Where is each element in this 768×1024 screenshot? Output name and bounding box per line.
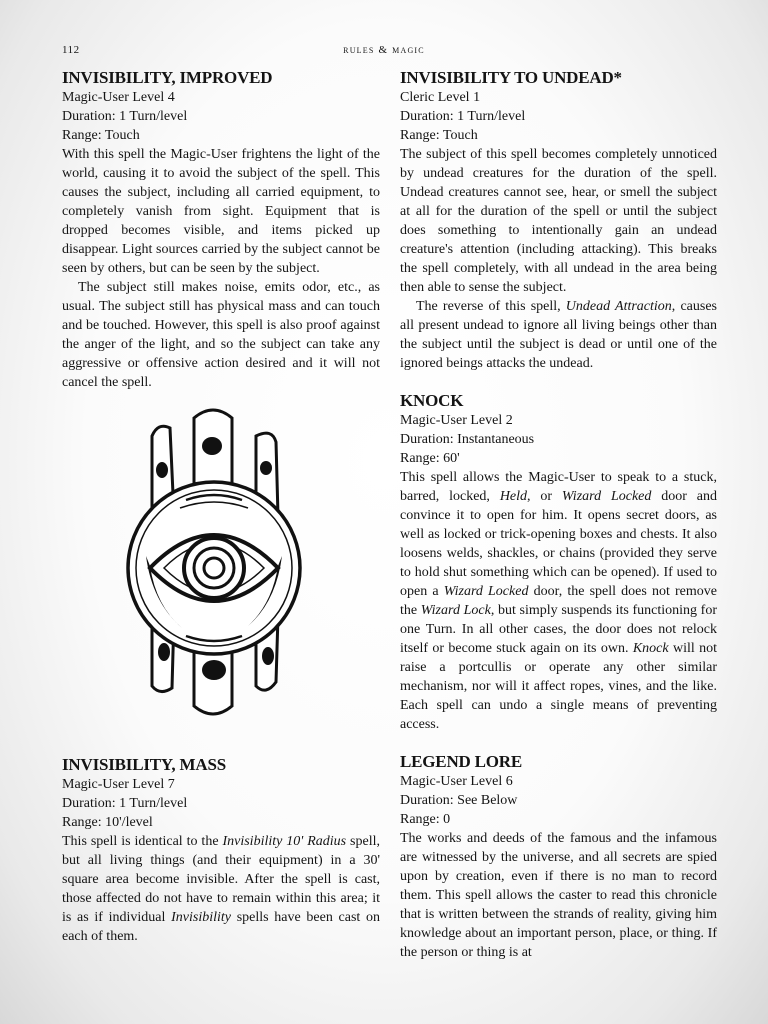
running-head: rules & magic — [343, 44, 425, 56]
spell-reference: Knock — [632, 641, 669, 656]
spell-description: With this spell the Magic-User frightens the light of the world, causing it to avoid the subject of the spell. This causes the subject, including all carried equipment, to completely vanish from sight. Equipment that is dropped becomes visible, and items picked up disappear. Light sources carried by the subject cannot be seen by others, but can be seen by the subject. — [62, 147, 380, 276]
spell-description: This spell allows the Magic-User to speak to a stuck, barred, locked, Held, or Wizard Locked door and convince it to open for him. It opens secret doors, as well as locked or trick-opening boxes and chests. It also loosens welds, shackles, or chains (provided they serve to hold shut something which can be opened). If used to open a Wizard Locked door, the spell does not remove the Wizard Lock, but simply suspends its functioning for one Turn. In all other cases, the door does not relock itself or become stuck again on its own. Knock will not raise a portcullis or operate any other similar mechanism, nor will it affect ropes, vines, and the like. Each spell can undo a single means of preventing access. — [400, 470, 717, 732]
spell-duration: Duration: Instantaneous — [400, 432, 535, 447]
spell-range: Range: 0 — [400, 812, 451, 827]
spell-description: This spell is identical to the Invisibility 10' Radius spell, but all living things (and their equipment) in a 30' square area become invisible. After the spell is cast, those affected do not have to remain within this area; it is as if individual Invisibility spells have been cast on each of them. — [62, 834, 380, 944]
spell-reference: Invisibility — [171, 910, 231, 925]
spell-title: INVISIBILITY TO UNDEAD* — [400, 68, 622, 87]
spell-duration: Duration: 1 Turn/level — [400, 109, 526, 124]
spell-range: Range: 10'/level — [62, 815, 153, 830]
spell-knock — [400, 390, 717, 734]
spell-duration: Duration: 1 Turn/level — [62, 109, 188, 124]
spell-range: Range: Touch — [62, 128, 140, 143]
spell-description: The reverse of this spell, Undead Attraction, causes all present undead to ignore all living beings other than the subject until the subject is dead or until one of the ignored beings attacks the undead. — [400, 299, 717, 371]
spell-reference: Wizard Lock — [420, 603, 491, 618]
spell-reference: Undead Attraction — [565, 299, 672, 314]
spell-level: Cleric Level 1 — [400, 90, 481, 105]
spell-description: The subject still makes noise, emits odor, etc., as usual. The subject still has physical mass and can touch and be touched. However, this spell is also proof against the anger of the light, and so the subject can take any aggressive or offensive action desired and it will not cancel the spell. — [62, 280, 380, 390]
spell-description: The subject of this spell becomes completely unnoticed by undead creatures for the duration of the spell. Undead creatures cannot see, hear, or smell the subject at all for the duration of the spell or until the subject does something to intentionally gain an undead creature's attention (including attacking). This breaks the spell completely, with all undead in the area being then able to sense the subject. — [400, 147, 717, 295]
spell-reference: Invisibility 10' Radius — [222, 834, 347, 849]
spell-level: Magic-User Level 7 — [62, 777, 175, 792]
spell-range: Range: 60' — [400, 451, 460, 466]
left-column — [62, 67, 380, 946]
spell-reference: Wizard Locked — [443, 584, 529, 599]
spell-description: The works and deeds of the famous and the infamous are witnessed by the universe, and all secrets are spied upon by creation, even if there is no man to record them. This spell allows the caster to read this chronicle that is written between the strands of reality, giving him knowledge about an important person, place, or thing. If the person or thing is at — [400, 831, 717, 960]
eye-amulet-icon — [126, 406, 306, 718]
spell-level: Magic-User Level 6 — [400, 774, 513, 789]
spell-duration: Duration: 1 Turn/level — [62, 796, 188, 811]
spell-level: Magic-User Level 2 — [400, 413, 513, 428]
spell-range: Range: Touch — [400, 128, 478, 143]
spell-legend-lore — [400, 751, 717, 962]
section-gap — [400, 734, 717, 751]
spell-duration: Duration: See Below — [400, 793, 518, 808]
spell-title: INVISIBILITY, MASS — [62, 755, 226, 774]
eye-amulet-illustration — [62, 406, 380, 724]
page-number: 112 — [62, 44, 80, 56]
spell-reference: Held — [499, 489, 528, 504]
spell-invisibility-improved — [62, 67, 380, 392]
section-gap — [400, 373, 717, 390]
spell-invisibility-mass — [62, 754, 380, 946]
spell-title: INVISIBILITY, IMPROVED — [62, 68, 273, 87]
spell-invisibility-to-undead — [400, 67, 717, 373]
right-column — [400, 67, 717, 962]
spell-title: LEGEND LORE — [400, 752, 523, 771]
spell-title: KNOCK — [400, 391, 464, 410]
spell-level: Magic-User Level 4 — [62, 90, 175, 105]
spell-reference: Wizard Locked — [561, 489, 652, 504]
